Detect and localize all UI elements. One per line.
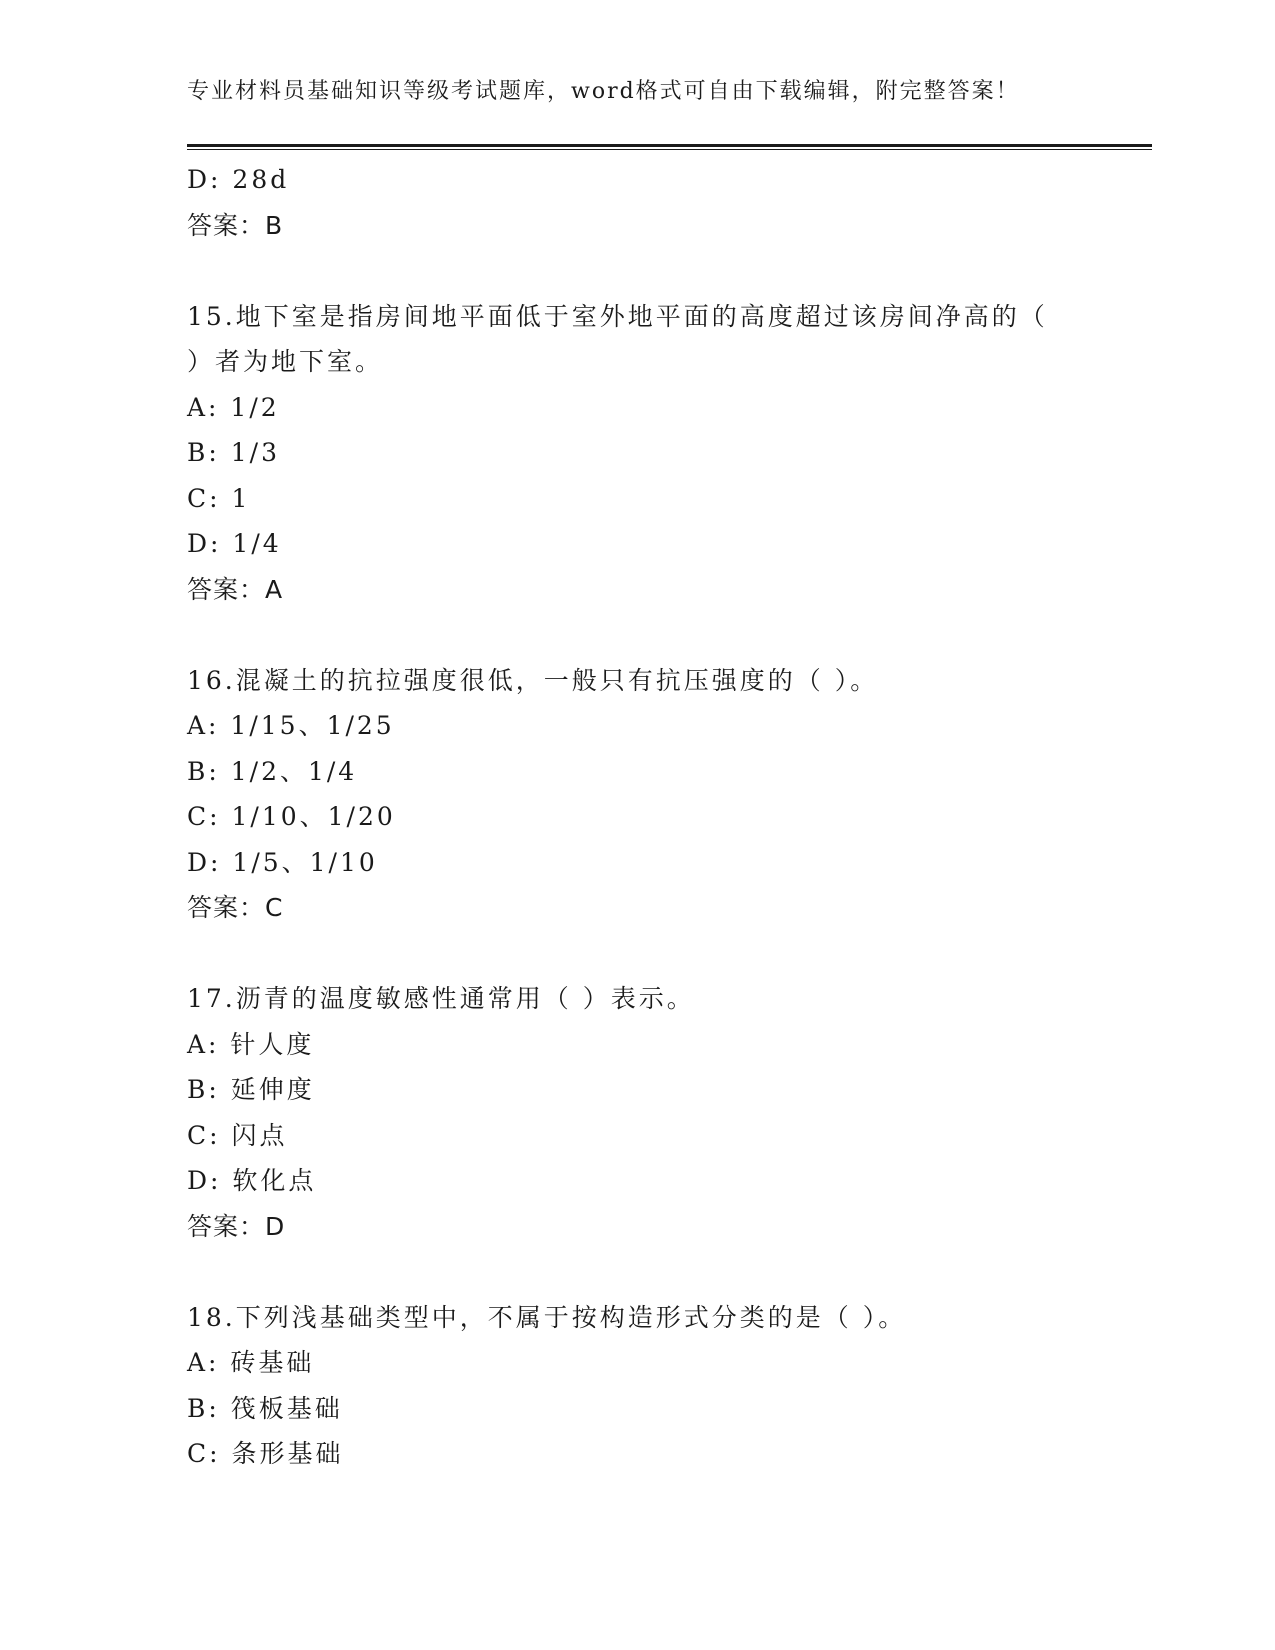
option-d: D: 28d: [187, 165, 290, 194]
spacer: [187, 931, 1087, 977]
option-c: C: 闪点: [187, 1120, 288, 1150]
answer-line: 答案：A: [187, 574, 284, 604]
spacer: [187, 248, 1087, 294]
question-content: [187, 157, 1087, 1477]
spacer: [187, 612, 1087, 658]
question-stem: 18.下列浅基础类型中，不属于按构造形式分类的是（ ）。: [187, 1302, 907, 1332]
option-d: D: 1/5、1/10: [187, 847, 378, 877]
question-17: [187, 976, 1087, 1249]
page-header: 专业材料员基础知识等级考试题库，word格式可自由下载编辑，附完整答案！: [187, 79, 1020, 104]
option-b: B: 筏板基础: [187, 1393, 343, 1423]
option-d: D: 1/4: [187, 529, 282, 558]
option-b: B: 延伸度: [187, 1075, 315, 1104]
answer-line: 答案：B: [187, 210, 284, 240]
option-a: A: 砖基础: [187, 1348, 315, 1377]
option-b: B: 1/3: [187, 438, 280, 467]
option-b: B: 1/2、1/4: [187, 756, 358, 786]
question-stem-continued: ）者为地下室。: [187, 347, 384, 376]
previous-question-tail: [187, 157, 1087, 248]
question-18: [187, 1295, 1087, 1477]
answer-line: 答案：D: [187, 1211, 286, 1241]
option-c: C: 1/10、1/20: [187, 802, 396, 831]
option-a: A: 1/2: [187, 392, 280, 422]
answer-line: 答案：C: [187, 893, 284, 922]
option-a: A: 1/15、1/25: [187, 711, 395, 740]
option-c: C: 1: [187, 483, 251, 513]
question-stem: 16.混凝土的抗拉强度很低，一般只有抗压强度的（ ）。: [187, 665, 879, 695]
spacer: [187, 1249, 1087, 1295]
question-16: [187, 658, 1087, 931]
question-stem: 15.地下室是指房间地平面低于室外地平面的高度超过该房间净高的（: [187, 301, 1048, 331]
option-d: D: 软化点: [187, 1166, 317, 1195]
question-15: [187, 294, 1087, 613]
header-divider-thick: [187, 144, 1152, 147]
question-stem: 17.沥青的温度敏感性通常用（ ）表示。: [187, 984, 695, 1013]
option-a: A: 针人度: [187, 1029, 315, 1059]
option-c: C: 条形基础: [187, 1439, 344, 1468]
header-divider-thin: [187, 149, 1152, 150]
